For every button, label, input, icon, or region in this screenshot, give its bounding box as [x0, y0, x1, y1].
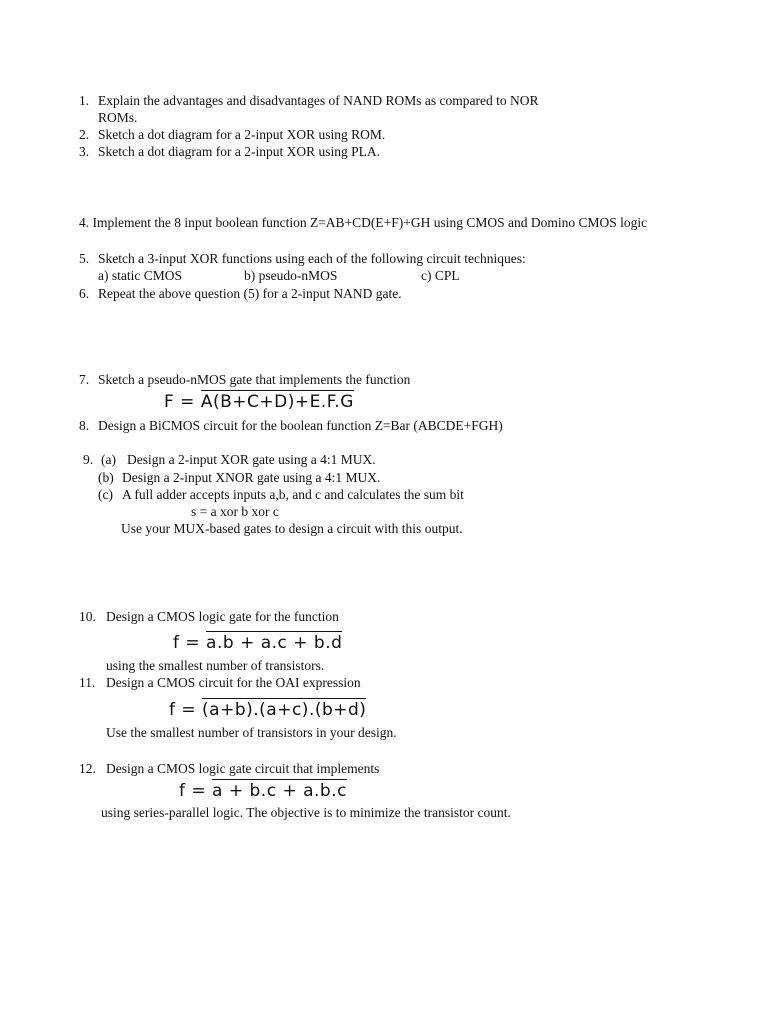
question-5-option-b: b) pseudo-nMOS: [244, 268, 338, 283]
question-9b-label: (b): [98, 470, 114, 485]
question-2-text: Sketch a dot diagram for a 2-input XOR using ROM.: [98, 127, 386, 142]
question-7-number: 7.: [79, 372, 90, 387]
equation-overbar-expression: (a+b).(a+c).(b+d): [202, 700, 367, 720]
question-10-number: 10.: [79, 609, 96, 624]
question-9a-text: Design a 2-input XOR gate using a 4:1 MUX.: [127, 452, 376, 467]
question-9b-text: Design a 2-input XNOR gate using a 4:1 MUX.: [122, 470, 381, 485]
equation-prefix: f =: [179, 781, 213, 801]
equation-overbar-expression: a.b + a.c + b.d: [206, 633, 343, 653]
question-9c-text: A full adder accepts inputs a,b, and c and calculates the sum bit: [122, 487, 464, 502]
question-5-text: Sketch a 3-input XOR functions using each of the following circuit techniques:: [98, 251, 526, 266]
question-9-number: 9.: [83, 452, 94, 467]
question-1-continuation: ROMs.: [98, 110, 138, 125]
question-9a-label: (a): [101, 452, 116, 467]
question-1-number: 1.: [79, 93, 90, 108]
question-11-equation: [169, 700, 366, 720]
question-11-note: Use the smallest number of transistors in your design.: [106, 725, 397, 740]
question-5-option-a: a) static CMOS: [98, 268, 182, 283]
question-5-option-c: c) CPL: [421, 268, 460, 283]
question-9c-label: (c): [98, 487, 113, 502]
question-8-number: 8.: [79, 418, 90, 433]
question-12-equation: [179, 781, 347, 801]
question-8-text: Design a BiCMOS circuit for the boolean function Z=Bar (ABCDE+FGH): [98, 418, 503, 433]
equation-prefix: F =: [164, 392, 201, 412]
question-10-note: using the smallest number of transistors.: [106, 658, 325, 673]
question-12-text: Design a CMOS logic gate circuit that implements: [106, 761, 380, 776]
question-1-text: Explain the advantages and disadvantages of NAND ROMs as compared to NOR: [98, 93, 539, 108]
equation-overbar-expression: A(B+C+D)+E.F.G: [200, 392, 354, 412]
question-2-number: 2.: [79, 127, 90, 142]
question-6-text: Repeat the above question (5) for a 2-input NAND gate.: [98, 286, 402, 301]
question-9-instruction: Use your MUX-based gates to design a circuit with this output.: [121, 521, 463, 536]
question-7-text: Sketch a pseudo-nMOS gate that implements the function: [98, 372, 411, 387]
question-9-sum-expression: s = a xor b xor c: [191, 504, 279, 519]
question-12-number: 12.: [79, 761, 96, 776]
question-11-text: Design a CMOS circuit for the OAI expression: [106, 675, 361, 690]
equation-overbar-expression: a + b.c + a.b.c: [212, 781, 347, 801]
question-10-equation: [173, 633, 342, 653]
question-12-note: using series-parallel logic. The objective is to minimize the transistor count.: [101, 805, 511, 820]
question-3-text: Sketch a dot diagram for a 2-input XOR using PLA.: [98, 144, 380, 159]
equation-prefix: f =: [173, 633, 207, 653]
question-10-text: Design a CMOS logic gate for the function: [106, 609, 339, 624]
equation-prefix: f =: [169, 700, 203, 720]
question-11-number: 11.: [79, 675, 96, 690]
question-6-number: 6.: [79, 286, 90, 301]
question-4-text: 4. Implement the 8 input boolean function Z=AB+CD(E+F)+GH using CMOS and Domino CMOS logic: [79, 215, 648, 230]
question-5-number: 5.: [79, 251, 90, 266]
question-7-equation: [164, 392, 354, 412]
question-3-number: 3.: [79, 144, 90, 159]
